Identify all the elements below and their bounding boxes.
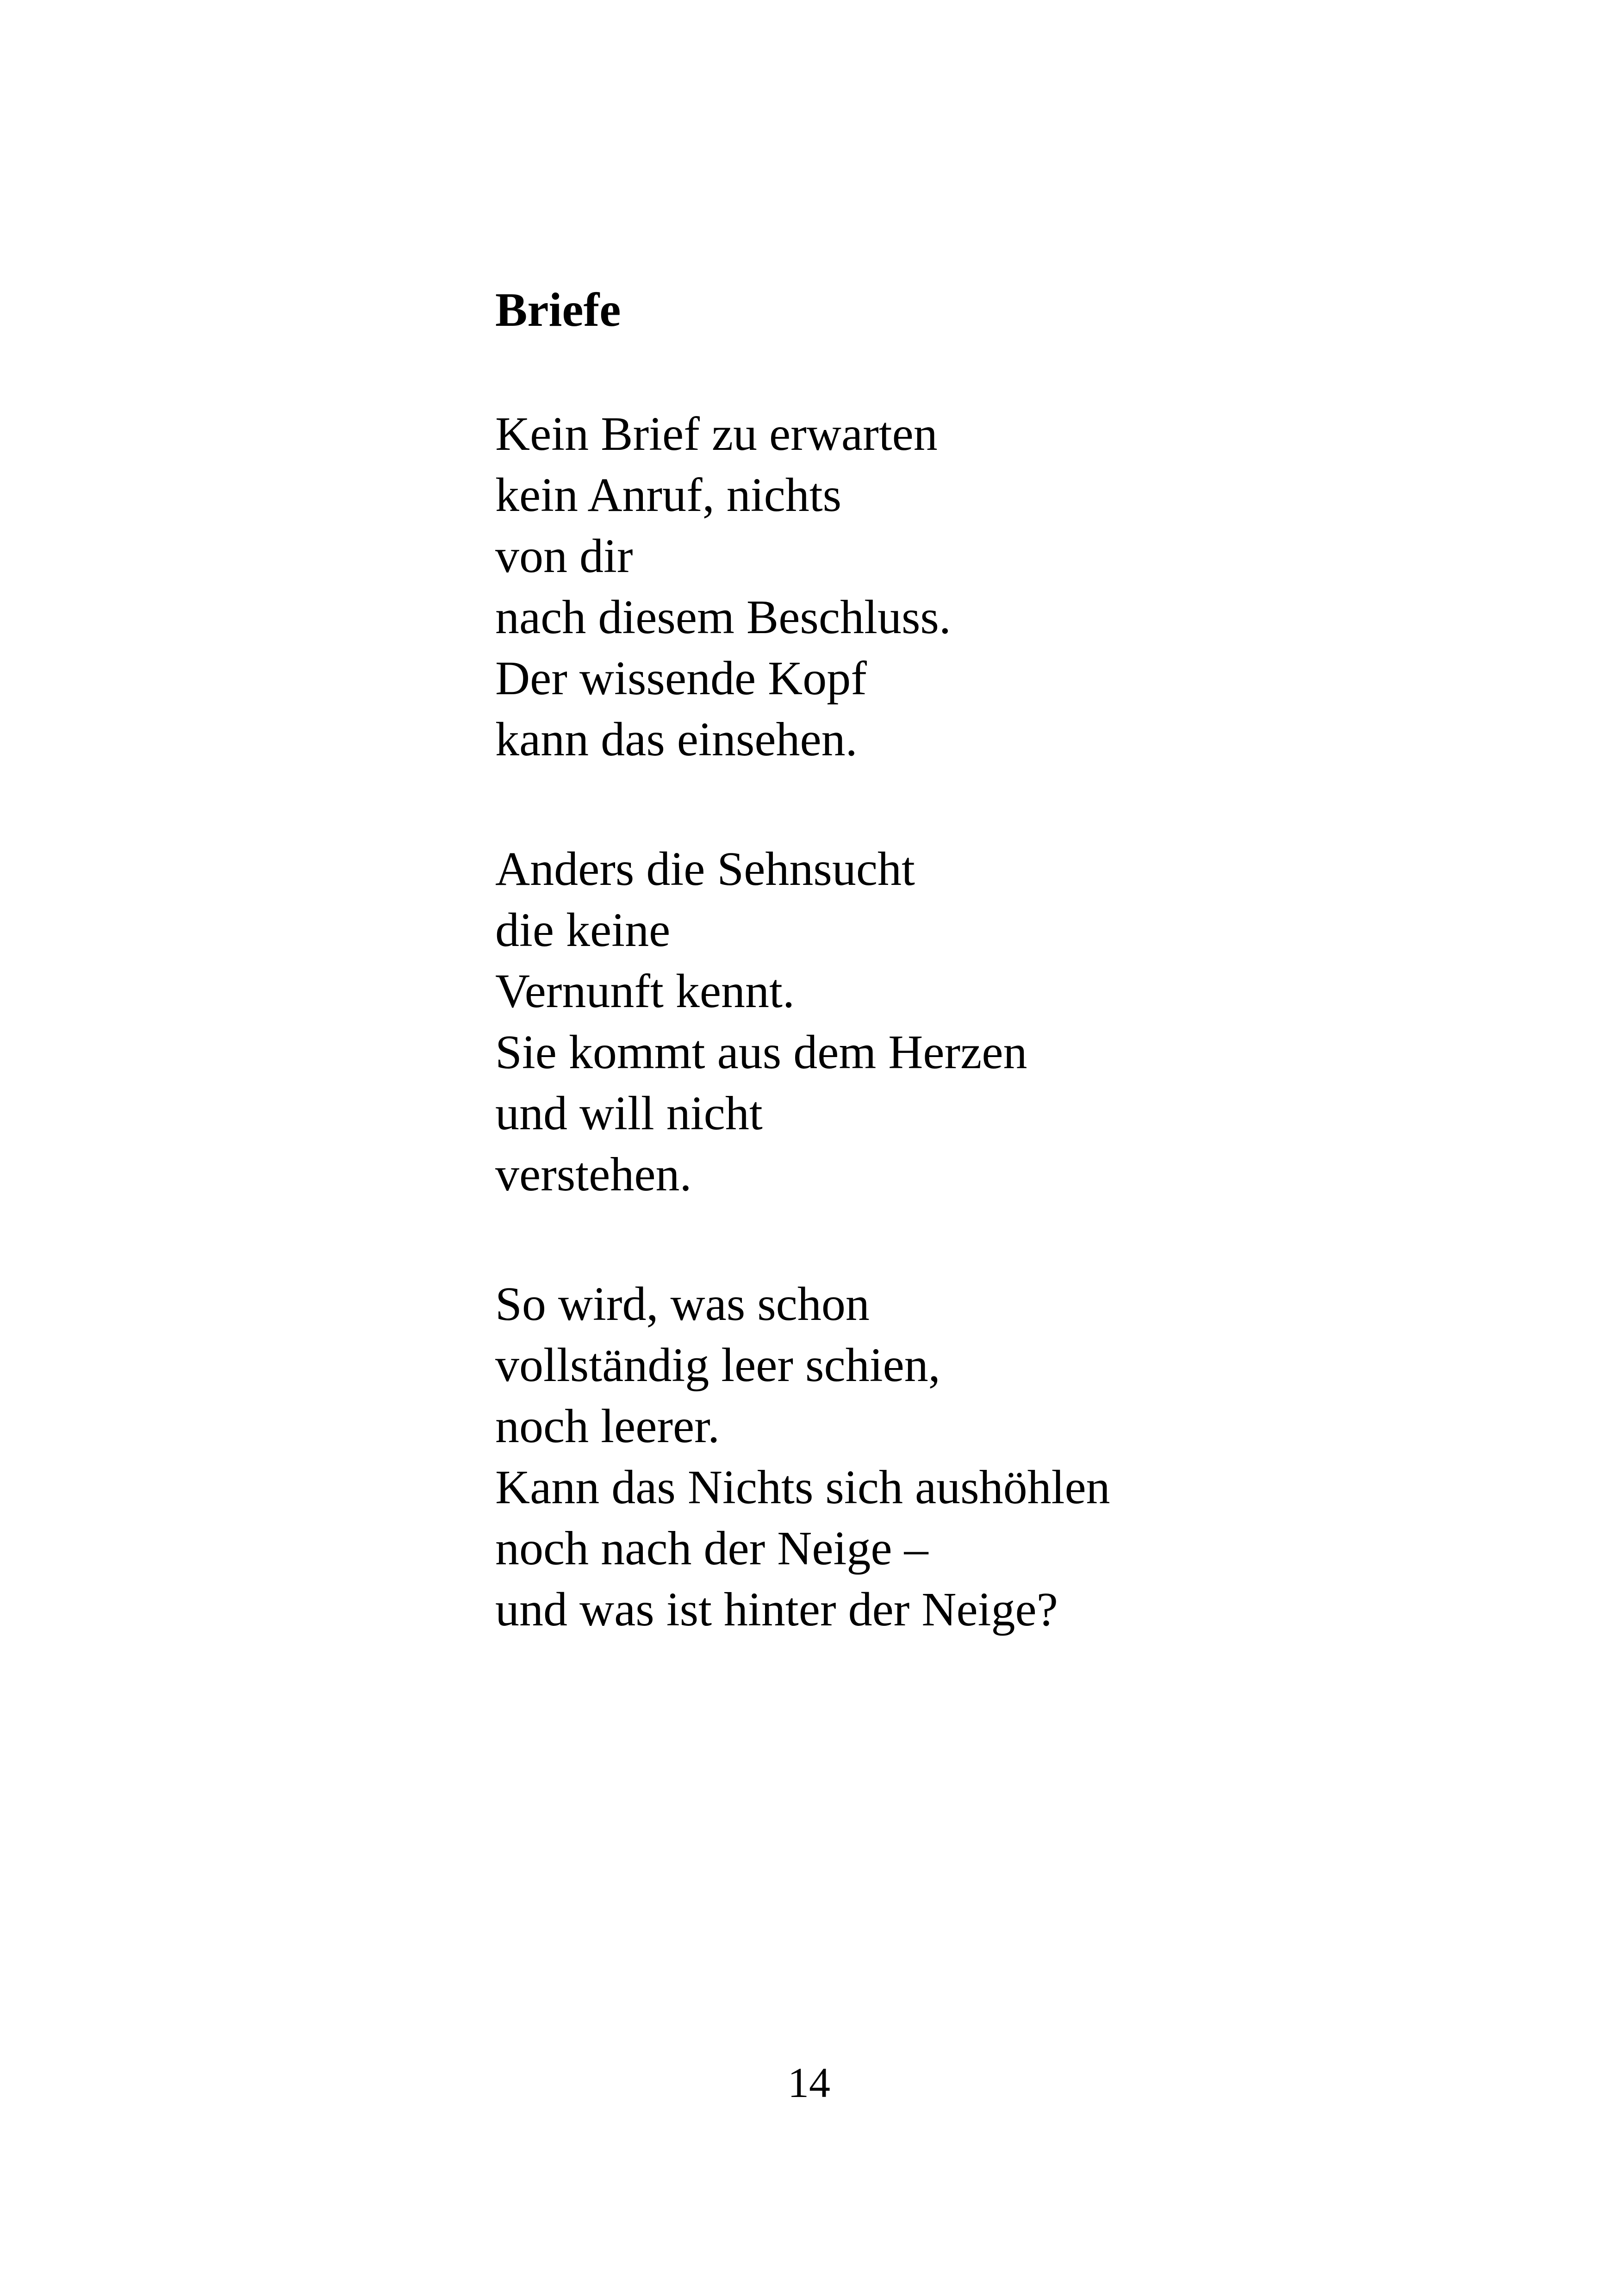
poem-line: nach diesem Beschluss. — [495, 591, 951, 644]
poem-line: noch leerer. — [495, 1400, 720, 1453]
poem-line: So wird, was schon — [495, 1277, 870, 1331]
poem-line: Anders die Sehnsucht — [495, 842, 915, 896]
poem-title: Briefe — [495, 283, 621, 336]
poem-line: vollständig leer schien, — [495, 1338, 940, 1392]
poem-line: Der wissende Kopf — [495, 652, 867, 705]
poem-line: verstehen. — [495, 1148, 692, 1201]
poem-line: und was ist hinter der Neige? — [495, 1583, 1058, 1636]
poem — [495, 273, 1513, 1640]
poem-line: kein Anruf, nichts — [495, 468, 842, 522]
stanza-3 — [495, 1274, 1513, 1640]
page-number: 14 — [788, 2059, 830, 2106]
poem-line: Vernunft kennt. — [495, 964, 795, 1018]
poem-line: noch nach der Neige – — [495, 1522, 928, 1575]
poem-line: und will nicht — [495, 1087, 763, 1140]
poem-line: von dir — [495, 529, 633, 583]
stanza-2 — [495, 839, 1513, 1205]
poem-line: kann das einsehen. — [495, 713, 858, 766]
poem-line: die keine — [495, 903, 671, 957]
poem-line: Kann das Nichts sich aushöhlen — [495, 1461, 1110, 1514]
poem-line: Sie kommt aus dem Herzen — [495, 1026, 1027, 1079]
stanza-1 — [495, 404, 1513, 770]
poem-line: Kein Brief zu erwarten — [495, 407, 938, 460]
